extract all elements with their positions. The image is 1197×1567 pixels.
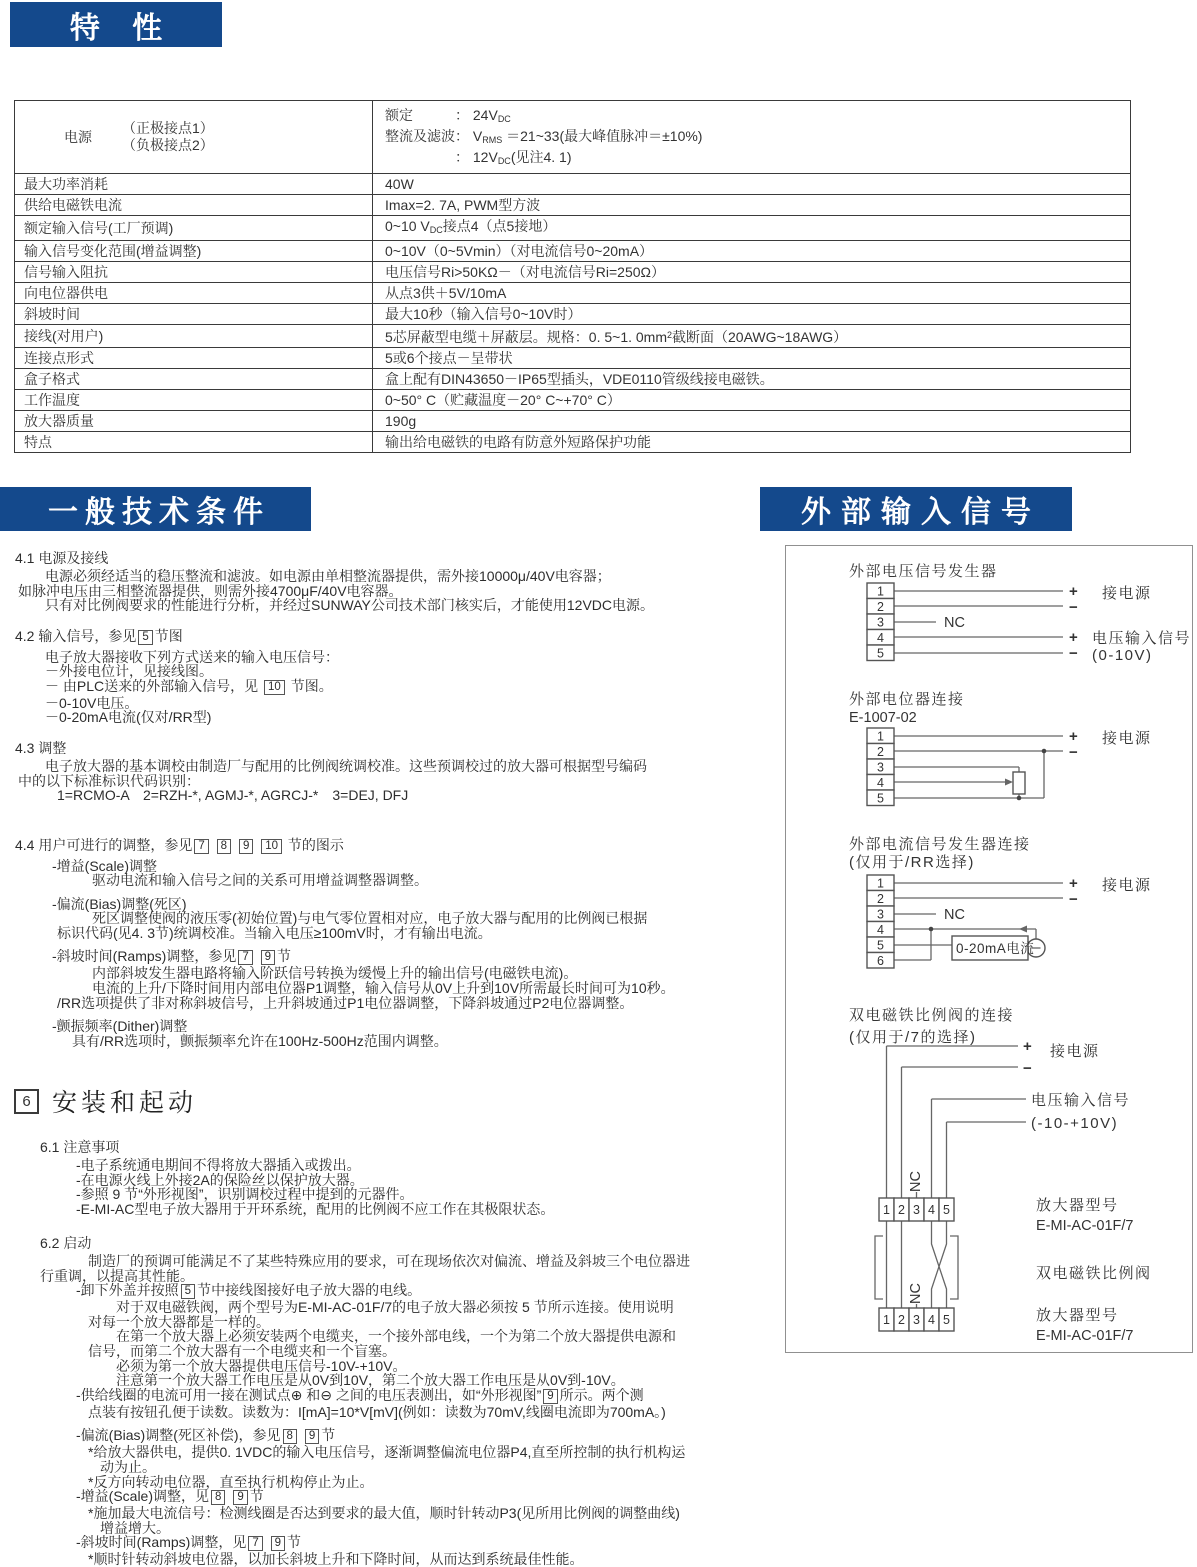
- spec-row-label: 斜坡时间: [15, 304, 373, 325]
- spec-row-value: 输出给电磁铁的电路有防意外短路保护功能: [373, 432, 1131, 453]
- section-4-2: [15, 629, 790, 725]
- spec-row-label: 连接点形式: [15, 348, 373, 369]
- d1-nc-label: NC: [944, 615, 965, 631]
- terminal-number: 1: [883, 1203, 890, 1217]
- header-external-input-signals: [760, 487, 1072, 531]
- text-line: 对于双电磁铁阀，两个型号为E-MI-AC-01F/7的电子放大器必须按 5 节所示连接。使用说明: [116, 1299, 674, 1316]
- terminal-number: 3: [877, 615, 884, 630]
- d1-title: 外部电压信号发生器: [849, 563, 998, 580]
- text-line: 必须为第一个放大器提供电压信号-10V-+10V。: [116, 1357, 407, 1374]
- d1-signal-label: 电压输入信号: [1092, 630, 1192, 647]
- terminal-number: 4: [928, 1313, 935, 1327]
- terminal-number: 1: [877, 729, 884, 744]
- terminal-number: 5: [943, 1203, 950, 1217]
- section-body: [15, 650, 790, 725]
- section-6-heading: [14, 1083, 197, 1119]
- terminal-number: 1: [877, 876, 884, 891]
- d4-amp-model: E-MI-AC-01F/7: [1036, 1218, 1134, 1234]
- terminal-number: 3: [913, 1313, 920, 1327]
- terminal-number: 1: [883, 1313, 890, 1327]
- d4-amp-label-2: 放大器型号: [1036, 1307, 1119, 1324]
- potentiometer: [1013, 772, 1025, 794]
- spec-row-value: 0~10 $V_{DC}$接点4（点5接地）: [373, 216, 1131, 241]
- text-line: /RR选项提供了非对称斜坡信号，上升斜坡通过P1电位器调整，下降斜坡通过P2电位器调整。: [57, 994, 634, 1011]
- current-direction-arrow: [1019, 926, 1027, 933]
- d4-signal-range: (-10-+10V): [1031, 1115, 1119, 1132]
- terminal-number: 4: [877, 775, 884, 790]
- spec-row: [15, 348, 1131, 369]
- d4-terminal-strip-2: [879, 1308, 954, 1331]
- spec-row-label: 接线(对用户): [15, 325, 373, 348]
- wiring-diagrams: [786, 546, 1192, 1352]
- text-line: 只有对比例阀要求的性能进行分析，并经过SUNWAY公司技术部门核实后，才能使用12VDC电源。: [45, 597, 655, 614]
- spec-row-label: 最大功率消耗: [15, 174, 373, 195]
- text-line: 标识代码(见4. 3节)统调校准。当输入电压≥100mV时，才有输出电流。: [57, 924, 492, 941]
- spec-row-value: 额定 ： $24V_{DC}$ 整流及滤波： $V_{RMS}$ ＝21~33(最大峰值脉冲＝±10%) ： $12V_{DC}$(见注4. 1): [373, 101, 1131, 174]
- text-line: 对每一个放大器都是一样的。: [88, 1313, 270, 1330]
- d4-terminal-strip-1: [879, 1198, 954, 1221]
- text-line: 行重调，以提高其性能。: [40, 1267, 194, 1284]
- text-line: -电子系统通电期间不得将放大器插入或拨出。: [76, 1157, 361, 1174]
- text-line: 动为止。: [100, 1459, 156, 1476]
- text-line: 如脉冲电压由三相整流器提供，则需外接4700μF/40V电容器。: [18, 582, 403, 599]
- d4-power-label: 接电源: [1050, 1043, 1100, 1060]
- spec-row-label: 盒子格式: [15, 369, 373, 390]
- d3-current-label: 0-20mA电流: [956, 941, 1035, 956]
- text-line: -供给线圈的电流可用一接在测试点⊕ 和⊖ 之间的电压表测出，如“外形视图” 9 所示。两个测: [76, 1386, 644, 1403]
- spec-row: [15, 283, 1131, 304]
- text-line: -卸下外盖并按照 5 节中接线图接好电子放大器的电线。: [76, 1282, 422, 1299]
- text-line: 电子放大器接收下列方式送来的输入电压信号：: [45, 648, 339, 665]
- section-body: [15, 1158, 790, 1216]
- spec-row: [15, 241, 1131, 262]
- d4-signal-label: 电压输入信号: [1031, 1092, 1131, 1109]
- d2-title: 外部电位器连接: [849, 691, 965, 708]
- d2-terminal-strip: [867, 728, 894, 806]
- text-line: 点装有按钮孔便于读数。读数为：I[mA]=10*V[mV](例如：读数为70mV,线圈电流即为700mA。): [88, 1403, 666, 1420]
- section-heading: 4.4 用户可进行的调整，参见 7 8 9 10 节的图示: [15, 837, 344, 853]
- text-line: －0-20mA电流(仅对/RR型): [45, 709, 212, 726]
- spec-row-label: 放大器质量: [15, 411, 373, 432]
- section-6-2: [15, 1236, 790, 1567]
- spec-row: [15, 101, 1131, 174]
- left-bracket: [875, 1236, 883, 1299]
- wiper-arrow: [1005, 779, 1013, 786]
- section-number-box: 6: [14, 1089, 39, 1114]
- spec-row-label: 供给电磁铁电流: [15, 195, 373, 216]
- plus-sign: +: [1069, 728, 1078, 745]
- section-4-3: [15, 741, 790, 803]
- terminal-number: 4: [928, 1203, 935, 1217]
- section-heading: 6.2 启动: [40, 1235, 92, 1251]
- plus-sign: +: [1069, 875, 1078, 892]
- plus-sign: +: [1069, 583, 1078, 600]
- spec-row-value: 最大10秒（输入信号0~10V时）: [373, 304, 1131, 325]
- minus-sign: −: [1069, 599, 1078, 616]
- d3-terminal-strip: [867, 875, 894, 968]
- section-body: [15, 759, 790, 803]
- terminal-number: 3: [877, 907, 884, 922]
- d4-wires: [875, 1046, 1026, 1308]
- plus-sign: +: [1069, 629, 1078, 646]
- text-line: 死区调整使阀的液压零(初始位置)与电气零位置相对应，电子放大器与配用的比例阀已根据: [92, 910, 648, 927]
- d4-nc-label: NC: [908, 1283, 924, 1304]
- header-text: 外部输入信号: [801, 496, 1041, 529]
- d1-power-label: 接电源: [1102, 585, 1152, 602]
- section-heading: 6.1 注意事项: [40, 1139, 120, 1155]
- text-line: － 由PLC送来的外部输入信号，见 10 节图。: [45, 677, 333, 694]
- spec-row-value: 5或6个接点－呈带状: [373, 348, 1131, 369]
- section-heading: 4.2 输入信号，参见 5 节图: [15, 628, 183, 644]
- d3-nc-label: NC: [944, 907, 965, 923]
- d4-nc-label: NC: [908, 1171, 924, 1192]
- text-line: -偏流(Bias)调整(死区): [52, 895, 187, 912]
- d4-amp-label: 放大器型号: [1036, 1197, 1119, 1214]
- spec-row-value: 190g: [373, 411, 1131, 432]
- spec-row-value: 盒上配有DIN43650－IP65型插头，VDE0110管级线接电磁铁。: [373, 369, 1131, 390]
- spec-row: [15, 325, 1131, 348]
- text-line: -E-MI-AC型电子放大器用于开环系统，配用的比例阀不应工作在其极限状态。: [76, 1200, 555, 1217]
- spec-row-label: 向电位器供电: [15, 283, 373, 304]
- d4-amp-model-2: E-MI-AC-01F/7: [1036, 1328, 1134, 1344]
- text-line: *给放大器供电，提供0. 1VDC的输入电压信号，逐渐调整偏流电位器P4,直至所控制的执行机构运: [88, 1444, 686, 1461]
- text-line: 增益增大。: [100, 1519, 170, 1536]
- header-text: 一般技术条件: [48, 496, 270, 529]
- d4-valve-label: 双电磁铁比例阀: [1036, 1265, 1152, 1282]
- section-heading: 4.3 调整: [15, 740, 67, 756]
- minus-sign: −: [1069, 744, 1078, 761]
- section-body: [15, 859, 790, 1049]
- text-line: *反方向转动电位器，直至执行机构停止为止。: [88, 1473, 374, 1490]
- terminal-number: 3: [877, 760, 884, 775]
- spec-row-label: 信号输入阻抗: [15, 262, 373, 283]
- terminal-number: 2: [898, 1313, 905, 1327]
- text-line: -斜坡时间(Ramps)调整，见 7 9 节: [76, 1534, 302, 1551]
- text-line: 内部斜坡发生器电路将输入阶跃信号转换为缓慢上升的输出信号(电磁铁电流)。: [92, 965, 578, 982]
- section-body: [15, 569, 790, 613]
- spec-row-value: 从点3供＋5V/10mA: [373, 283, 1131, 304]
- plus-sign: +: [1023, 1038, 1032, 1055]
- external-signals-diagram-box: [785, 545, 1193, 1353]
- spec-row-value: 40W: [373, 174, 1131, 195]
- text-line: *施加最大电流信号：检测线圈是否达到要求的最大值，顺时针转动P3(见所用比例阀的调整曲线): [88, 1505, 680, 1522]
- terminal-number: 5: [877, 646, 884, 661]
- spec-table: [14, 100, 1131, 453]
- minus-sign: −: [1069, 891, 1078, 908]
- spec-row-label: 额定输入信号(工厂预调): [15, 216, 373, 241]
- spec-row-label: 特点: [15, 432, 373, 453]
- terminal-number: 1: [877, 584, 884, 599]
- minus-sign: −: [1023, 1060, 1032, 1077]
- terminal-number: 4: [877, 630, 884, 645]
- text-line: －0-10V电压。: [45, 694, 139, 711]
- d1-wires: [894, 591, 1063, 653]
- spec-row: [15, 195, 1131, 216]
- terminal-number: 6: [877, 953, 884, 968]
- spec-table-body: [15, 101, 1131, 453]
- text-line: 制造厂的预调可能满足不了某些特殊应用的要求，可在现场依次对偏流、增益及斜坡三个电位器进: [88, 1253, 690, 1270]
- d3-power-label: 接电源: [1102, 877, 1152, 894]
- text-line: -参照 9 节“外形视图”，识别调校过程中提到的元器件。: [76, 1186, 414, 1203]
- text-line: 中的以下标准标识代码识别：: [18, 772, 200, 789]
- spec-row: [15, 216, 1131, 241]
- section-heading: 4.1 电源及接线: [15, 550, 109, 566]
- spec-row: [15, 369, 1131, 390]
- d1-signal-range: (0-10V): [1092, 647, 1153, 664]
- text-line: -偏流(Bias)调整(死区补偿)，参见 8 9 节: [76, 1427, 336, 1444]
- spec-row: [15, 262, 1131, 283]
- terminal-number: 5: [877, 791, 884, 806]
- junction-dot: [1017, 796, 1022, 801]
- spec-row-label: 电源 （正极接点1） （负极接点2）: [15, 101, 373, 174]
- text-line: *顺时针转动斜坡电位器，以加长斜坡上升和下降时间，从而达到系统最佳性能。: [88, 1551, 584, 1567]
- section-6-1: [15, 1140, 790, 1216]
- text-line: 具有/RR选项时，颤振频率允许在100Hz-500Hz范围内调整。: [72, 1032, 448, 1049]
- spec-row-label: 输入信号变化范围(增益调整): [15, 241, 373, 262]
- spec-row: [15, 390, 1131, 411]
- text-line: 注意第一个放大器工作电压是从0V到10V，第二个放大器工作电压是从0V到-10V。: [116, 1372, 625, 1389]
- text-line: -颤振频率(Dither)调整: [52, 1018, 188, 1035]
- spec-row: [15, 174, 1131, 195]
- d4-title: 双电磁铁比例阀的连接: [849, 1007, 1015, 1024]
- spec-row: [15, 411, 1131, 432]
- d1-terminal-strip: [867, 583, 894, 661]
- section-title: 安装和起动: [52, 1089, 198, 1117]
- spec-row-value: Imax=2. 7A, PWM型方波: [373, 195, 1131, 216]
- terminal-number: 2: [877, 744, 884, 759]
- text-line: 在第一个放大器上必须安装两个电缆夹，一个接外部电线，一个为第二个放大器提供电源和: [116, 1328, 676, 1345]
- text-line: -斜坡时间(Ramps)调整，参见 7 9 节: [52, 948, 292, 965]
- spec-row: [15, 432, 1131, 453]
- junction-dot: [929, 927, 934, 932]
- d2-power-label: 接电源: [1102, 730, 1152, 747]
- terminal-number: 2: [877, 891, 884, 906]
- section-4-4: [15, 838, 790, 1048]
- header-text: 特 性: [69, 11, 175, 45]
- text-line: -增益(Scale)调整，见 8 9 节: [76, 1488, 264, 1505]
- spec-row-value: 0~50° C（贮藏温度－20° C~+70° C）: [373, 390, 1131, 411]
- minus-sign: −: [1069, 645, 1078, 662]
- d4-subtitle: (仅用于/7的选择): [849, 1029, 977, 1046]
- terminal-number: 5: [943, 1313, 950, 1327]
- header-characteristics: [10, 2, 222, 47]
- terminal-number: 2: [877, 599, 884, 614]
- d2-wires: [894, 736, 1063, 800]
- text-line: 电源必须经适当的稳压整流和滤波。如电源由单相整流器提供，需外接10000μ/40V电容器；: [45, 568, 611, 585]
- text-line: 电子放大器的基本调校由制造厂与配用的比例阀统调校准。这些预调校过的放大器可根据型号编码: [45, 758, 647, 775]
- text-line: -在电源火线上外接2A的保险丝以保护放大器。: [76, 1171, 364, 1188]
- terminal-number: 4: [877, 922, 884, 937]
- text-line: －外接电位计，见接线图。: [45, 663, 213, 680]
- d3-title: 外部电流信号发生器连接: [849, 836, 1031, 853]
- spec-row: [15, 304, 1131, 325]
- junction-dot: [1042, 749, 1047, 754]
- d3-subtitle: (仅用于/RR选择): [849, 854, 975, 871]
- header-general-technical: [0, 487, 311, 531]
- terminal-number: 3: [913, 1203, 920, 1217]
- terminal-number: 2: [898, 1203, 905, 1217]
- terminal-number: 5: [877, 938, 884, 953]
- section-4-1: [15, 551, 790, 613]
- text-line: 信号，而第二个放大器有一个电缆夹和一个盲塞。: [88, 1343, 396, 1360]
- text-line: -增益(Scale)调整: [52, 857, 158, 874]
- spec-row-label: 工作温度: [15, 390, 373, 411]
- text-line: 驱动电流和输入信号之间的关系可用增益调整器调整。: [92, 872, 428, 889]
- spec-row-value: 电压信号Ri>50KΩ－（对电流信号Ri=250Ω）: [373, 262, 1131, 283]
- d2-model: E-1007-02: [849, 710, 917, 726]
- right-bracket: [950, 1236, 958, 1299]
- section-body: [15, 1254, 790, 1567]
- spec-row-value: 0~10V（0~5Vmin）（对电流信号0~20mA）: [373, 241, 1131, 262]
- text-line: 电流的上升/下降时间用内部电位器P1调整，输入信号从0V上升到10V所需最长时间可为10秒。: [92, 980, 675, 997]
- text-line: 1=RCMO-A 2=RZH-*, AGMJ-*, AGRCJ-* 3=DEJ, DFJ: [57, 787, 409, 804]
- spec-row-value: 5芯屏蔽型电缆＋屏蔽层。规格：0. 5~1. $0mm^2$截断面（20AWG~18AWG）: [373, 325, 1131, 348]
